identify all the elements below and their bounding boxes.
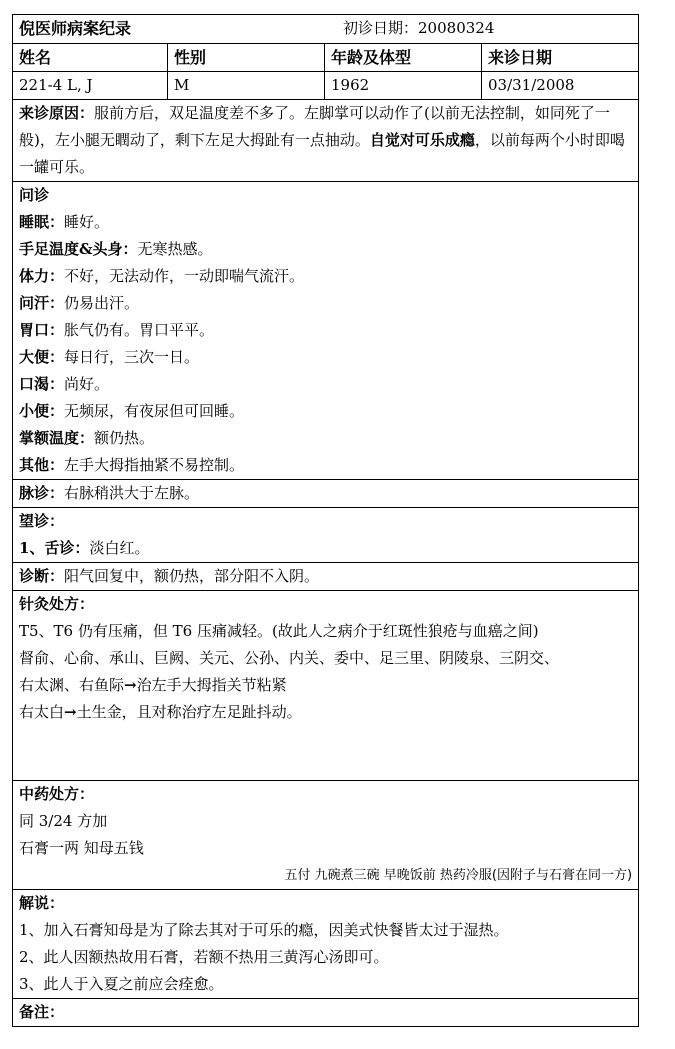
observation-title: 望诊： — [19, 512, 65, 530]
reason-bold-text: 自觉对可乐成瘾 — [369, 131, 475, 149]
tongue-diagnosis: 1、舌诊：淡白红。 — [19, 539, 150, 557]
acupuncture-title: 针灸处方： — [19, 595, 95, 613]
header-age: 年龄及体型 — [325, 44, 482, 72]
diagnosis-text: 阳气回复中，额仍热，部分阳不入阴。 — [64, 567, 320, 585]
record-title: 倪医师病案纪录 — [19, 19, 132, 38]
inquiry-item: 其他：左手大拇指抽紧不易控制。 — [19, 456, 245, 474]
acupuncture-line: 右太渊、右鱼际→治左手大拇指关节粘紧 — [19, 676, 287, 694]
acupuncture-row — [13, 591, 639, 781]
explanation-row — [13, 890, 639, 999]
pulse-text: 右脉稍洪大于左脉。 — [64, 484, 200, 502]
inquiry-item: 大便：每日行，三次一日。 — [19, 348, 200, 366]
inquiry-item: 手足温度&头身：无寒热感。 — [19, 240, 213, 258]
arrow-right-icon: → — [64, 703, 77, 721]
header-name: 姓名 — [13, 44, 168, 72]
observation-row — [13, 508, 639, 563]
inquiry-title: 问诊 — [19, 186, 50, 204]
acupuncture-line: T5、T6 仍有压痛，但 T6 压痛减轻。(故此人之病介于红斑性狼疮与血癌之间) — [19, 622, 539, 640]
herbal-line: 同 3/24 方加 — [19, 812, 108, 830]
diagnosis-label: 诊断： — [19, 567, 65, 585]
diagnosis-row — [13, 563, 639, 591]
notes-row — [13, 999, 639, 1027]
inquiry-item: 体力：不好，无法动作，一动即喘气流汗。 — [19, 267, 305, 285]
herbal-title: 中药处方： — [19, 785, 95, 803]
inquiry-item: 小便：无频尿，有夜尿但可回睡。 — [19, 402, 245, 420]
pulse-row — [13, 480, 639, 508]
reason-row — [13, 100, 639, 182]
explanation-item: 3、此人于入夏之前应会痊愈。 — [19, 975, 224, 993]
inquiry-row — [13, 182, 639, 480]
herbal-instructions: 五付 九碗煮三碗 早晚饭前 热药冷服(因附子与石膏在同一方) — [284, 868, 633, 883]
case-table — [12, 14, 639, 1027]
explanation-item: 1、加入石膏知母是为了除去其对于可乐的瘾，因美式快餐皆太过于湿热。 — [19, 921, 509, 939]
inquiry-item: 掌额温度：额仍热。 — [19, 429, 155, 447]
header-visit-date: 来诊日期 — [482, 44, 639, 72]
inquiry-item: 口渴：尚好。 — [19, 375, 110, 393]
inquiry-item: 问汗：仍易出汗。 — [19, 294, 140, 312]
arrow-right-icon: → — [124, 676, 137, 694]
explanation-item: 2、此人因额热故用石膏，若额不热用三黄泻心汤即可。 — [19, 948, 389, 966]
patient-header-row — [13, 44, 639, 72]
title-row — [13, 15, 639, 44]
herbal-line: 石膏一两 知母五钱 — [19, 839, 144, 857]
reason-label: 来诊原因： — [19, 104, 95, 122]
explanation-title: 解说： — [19, 894, 65, 912]
value-visit-date: 03/31/2008 — [482, 72, 639, 100]
herbal-row — [13, 781, 639, 890]
header-sex: 性别 — [168, 44, 325, 72]
acupuncture-line: 右太白→土生金，且对称治疗左足趾抖动。 — [19, 703, 302, 721]
case-record — [12, 14, 638, 1027]
acupuncture-points: 督俞、心俞、承山、巨阙、关元、公孙、内关、委中、足三里、阴陵泉、三阴交、 — [19, 649, 560, 667]
value-age: 1962 — [325, 72, 482, 100]
patient-value-row — [13, 72, 639, 100]
inquiry-item: 胃口：胀气仍有。胃口平平。 — [19, 321, 215, 339]
pulse-label: 脉诊： — [19, 484, 65, 502]
value-name: 221-4 L, J — [13, 72, 168, 100]
notes-title: 备注： — [19, 1003, 65, 1021]
reason-text: 服前方后，双足温度差不多了。左脚掌可以动作了(以前无法控制，如同死了一般)，左小腿无瞤动了，剩下左足大拇趾有一点抽动。 — [19, 104, 610, 149]
first-visit-date: 初诊日期：20080324 — [343, 19, 495, 37]
inquiry-item: 睡眠：睡好。 — [19, 213, 110, 231]
value-sex: M — [168, 72, 325, 100]
reason-tail: ，以前每两个小时即喝一罐可乐。 — [19, 131, 625, 176]
